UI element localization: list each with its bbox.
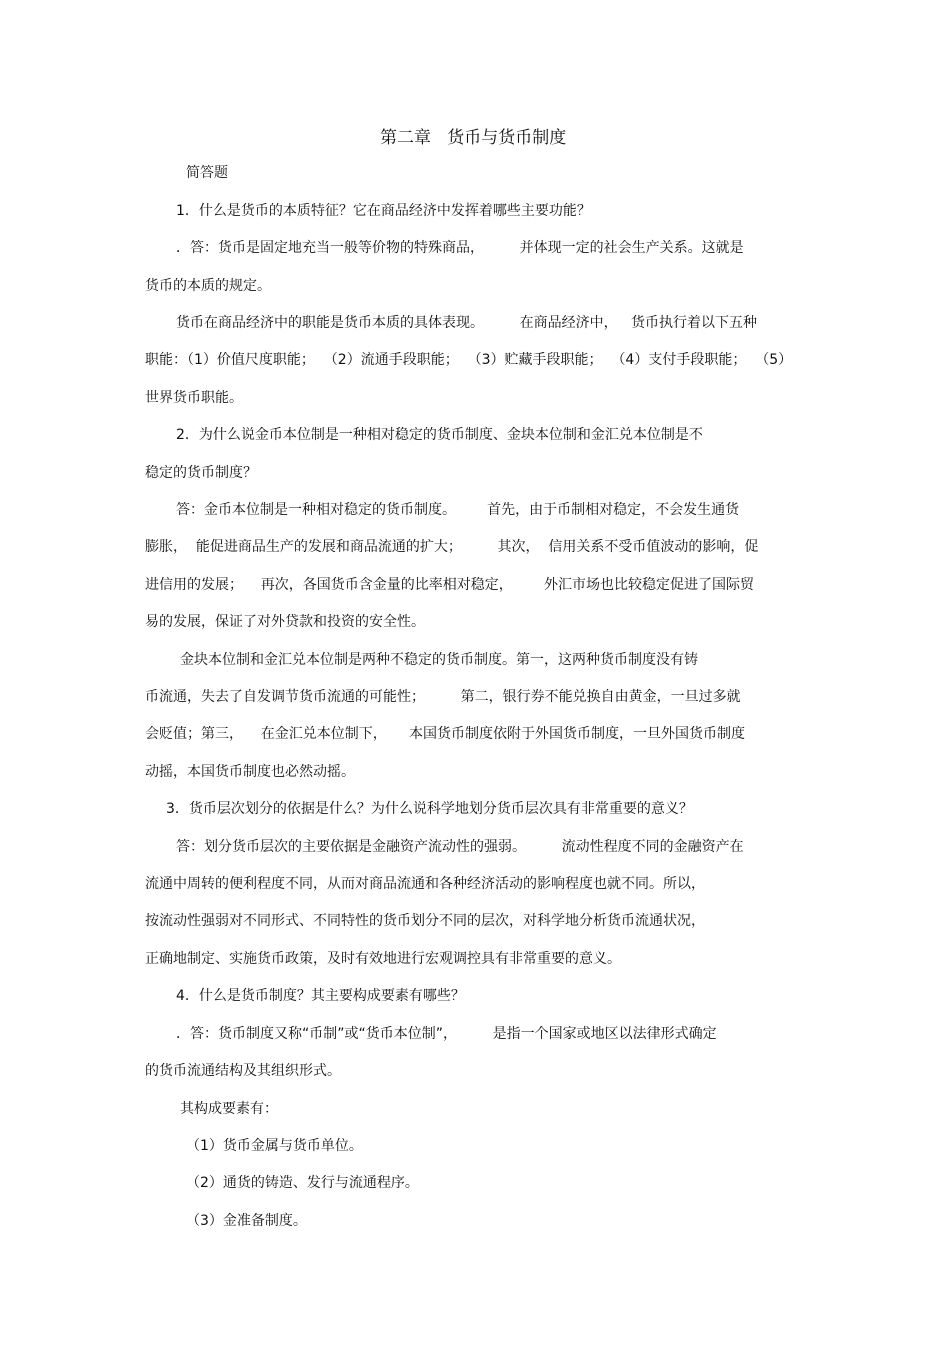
answer-line: 进信用的发展； 再次，各国货币含金量的比率相对稳定， 外汇市场也比较稳定促进了国际贸	[145, 577, 754, 593]
question-2-cont: 稳定的货币制度？	[145, 465, 257, 481]
answer-line: ．答：货币是固定地充当一般等价物的特殊商品， 并体现一定的社会生产关系。这就是	[176, 240, 744, 256]
answer-line: 币流通，失去了自发调节货币流通的可能性； 第二，银行券不能兑换自由黄金，一旦过多就	[145, 689, 741, 705]
answer-line: 答：金币本位制是一种相对稳定的货币制度。 首先，由于币制相对稳定，不会发生通货	[176, 502, 740, 518]
answer-line: 动摇，本国货币制度也必然动摇。	[145, 764, 355, 780]
answer-line: 答：划分货币层次的主要依据是金融资产流动性的强弱。 流动性程度不同的金融资产在	[176, 839, 744, 855]
answer-line: 正确地制定、实施货币政策，及时有效地进行宏观调控具有非常重要的意义。	[145, 951, 621, 967]
answer-line: 会贬值；第三， 在金汇兑本位制下， 本国货币制度依附于外国货币制度，一旦外国货币制度	[145, 726, 746, 742]
answer-line: 膨胀， 能促进商品生产的发展和商品流通的扩大； 其次， 信用关系不受币值波动的影响，促	[145, 539, 759, 555]
list-item: （2）通货的铸造、发行与流通程序。	[186, 1175, 419, 1191]
question-4: 4．什么是货币制度？其主要构成要素有哪些？	[176, 988, 465, 1004]
answer-line: 货币在商品经济中的职能是货币本质的具体表现。 在商品经济中， 货币执行着以下五种	[176, 315, 757, 331]
question-1: 1．什么是货币的本质特征？它在商品经济中发挥着哪些主要功能？	[176, 203, 591, 219]
answer-line: 金块本位制和金汇兑本位制是两种不稳定的货币制度。第一，这两种货币制度没有铸	[180, 652, 698, 668]
answer-line: 其构成要素有：	[180, 1101, 278, 1117]
answer-line: ．答：货币制度又称“币制”或“货币本位制”， 是指一个国家或地区以法律形式确定	[176, 1026, 717, 1042]
answer-line: 职能：（1）价值尺度职能； （2）流通手段职能； （3）贮藏手段职能； （4）支付手段职能； （5）	[145, 352, 793, 368]
list-item: （1）货币金属与货币单位。	[186, 1138, 363, 1154]
answer-line: 的货币流通结构及其组织形式。	[145, 1063, 341, 1079]
answer-line: 按流动性强弱对不同形式、不同特性的货币划分不同的层次，对科学地分析货币流通状况，	[145, 913, 705, 929]
answer-line: 世界货币职能。	[145, 390, 243, 406]
page-title: 第二章 货币与货币制度	[380, 128, 567, 148]
question-3: 3．货币层次划分的依据是什么？为什么说科学地划分货币层次具有非常重要的意义？	[166, 801, 693, 817]
answer-line: 易的发展，保证了对外贷款和投资的安全性。	[145, 614, 425, 630]
answer-line: 货币的本质的规定。	[145, 278, 271, 294]
answer-line: 流通中周转的便利程度不同，从而对商品流通和各种经济活动的影响程度也就不同。所以，	[145, 876, 705, 892]
section-heading: 简答题	[186, 165, 228, 181]
list-item: （3）金准备制度。	[186, 1213, 307, 1229]
question-2: 2．为什么说金币本位制是一种相对稳定的货币制度、金块本位制和金汇兑本位制是不	[176, 427, 703, 443]
